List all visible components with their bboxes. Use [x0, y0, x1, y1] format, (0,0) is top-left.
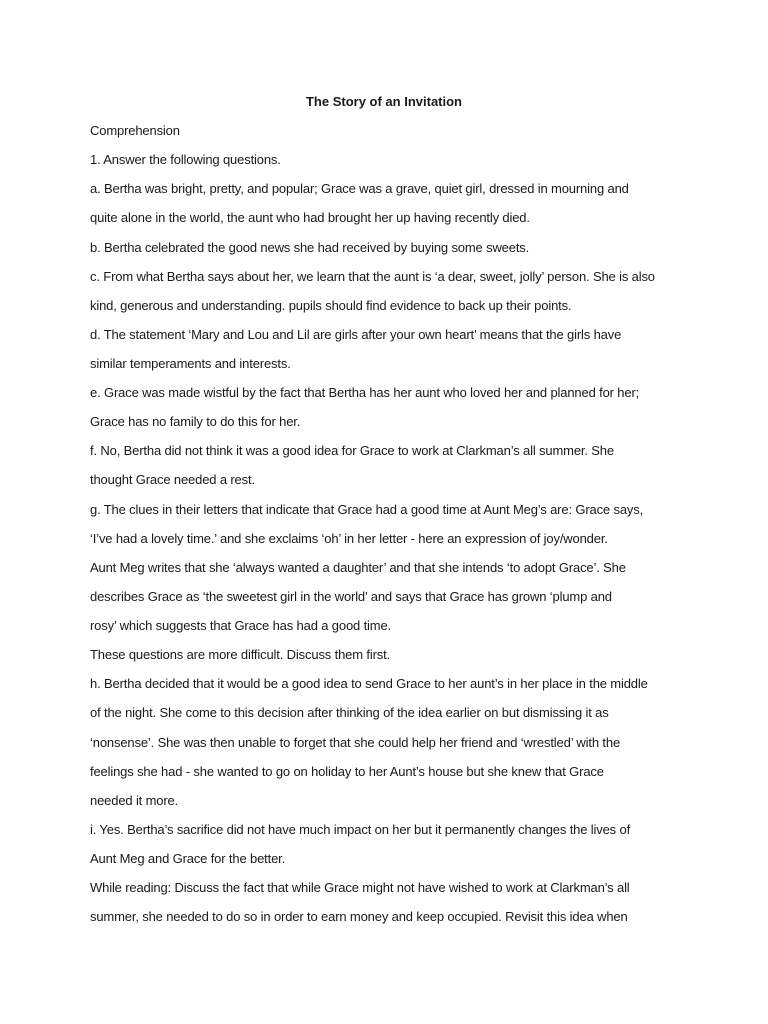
answer-g-line-5: rosy’ which suggests that Grace has had a good time. [90, 618, 391, 633]
answer-g-line-1: g. The clues in their letters that indicate that Grace had a good time at Aunt Meg’s are: Grace says, [90, 502, 644, 517]
answer-f-line-1: f. No, Bertha did not think it was a good idea for Grace to work at Clarkman’s all summer. She [90, 443, 614, 458]
answer-b-line-1: b. Bertha celebrated the good news she had received by buying some sweets. [90, 240, 530, 255]
answer-c-line-2: kind, generous and understanding. pupils should find evidence to back up their points. [90, 298, 572, 313]
page-title: The Story of an Invitation [305, 94, 462, 109]
section-heading-comprehension: Comprehension [90, 123, 180, 138]
answer-d-line-1: d. The statement ‘Mary and Lou and Lil are girls after your own heart’ means that the girls have [90, 327, 622, 342]
answer-h-line-4: feelings she had - she wanted to go on holiday to her Aunt’s house but she knew that Grace [90, 764, 604, 779]
answer-f-line-2: thought Grace needed a rest. [90, 472, 255, 487]
answer-e-line-1: e. Grace was made wistful by the fact that Bertha has her aunt who loved her and planned for her; [90, 385, 640, 400]
answer-i-line-1: i. Yes. Bertha’s sacrifice did not have much impact on her but it permanently changes the lives of [90, 822, 631, 837]
while-reading-line-1: While reading: Discuss the fact that while Grace might not have wished to work at Clarkman’s all [90, 880, 630, 895]
answer-d-line-2: similar temperaments and interests. [90, 356, 291, 371]
answer-a-line-2: quite alone in the world, the aunt who had brought her up having recently died. [90, 210, 530, 225]
answer-a-line-1: a. Bertha was bright, pretty, and popular; Grace was a grave, quiet girl, dressed in mourning and [90, 181, 629, 196]
answer-h-line-3: ‘nonsense’. She was then unable to forget that she could help her friend and ‘wrestled’ with the [90, 735, 621, 750]
answer-g-line-4: describes Grace as ‘the sweetest girl in the world’ and says that Grace has grown ‘plump and [90, 589, 612, 604]
difficult-questions-note: These questions are more difficult. Discuss them first. [90, 647, 391, 662]
answer-h-line-5: needed it more. [90, 793, 179, 808]
answer-g-line-2: ‘I’ve had a lovely time.’ and she exclaims ‘oh’ in her letter - here an expression of joy/wonder. [90, 531, 608, 546]
answer-i-line-2: Aunt Meg and Grace for the better. [90, 851, 286, 866]
answer-c-line-1: c. From what Bertha says about her, we learn that the aunt is ‘a dear, sweet, jolly’ person. She is also [90, 269, 655, 284]
question-instruction: 1. Answer the following questions. [90, 152, 281, 167]
answer-e-line-2: Grace has no family to do this for her. [90, 414, 301, 429]
answer-h-line-2: of the night. She come to this decision after thinking of the idea earlier on but dismissing it as [90, 705, 609, 720]
answer-g-line-3: Aunt Meg writes that she ‘always wanted a daughter’ and that she intends ‘to adopt Grace’. She [90, 560, 626, 575]
while-reading-line-2: summer, she needed to do so in order to earn money and keep occupied. Revisit this idea when [90, 909, 628, 924]
answer-h-line-1: h. Bertha decided that it would be a good idea to send Grace to her aunt’s in her place in the middle [90, 676, 648, 691]
